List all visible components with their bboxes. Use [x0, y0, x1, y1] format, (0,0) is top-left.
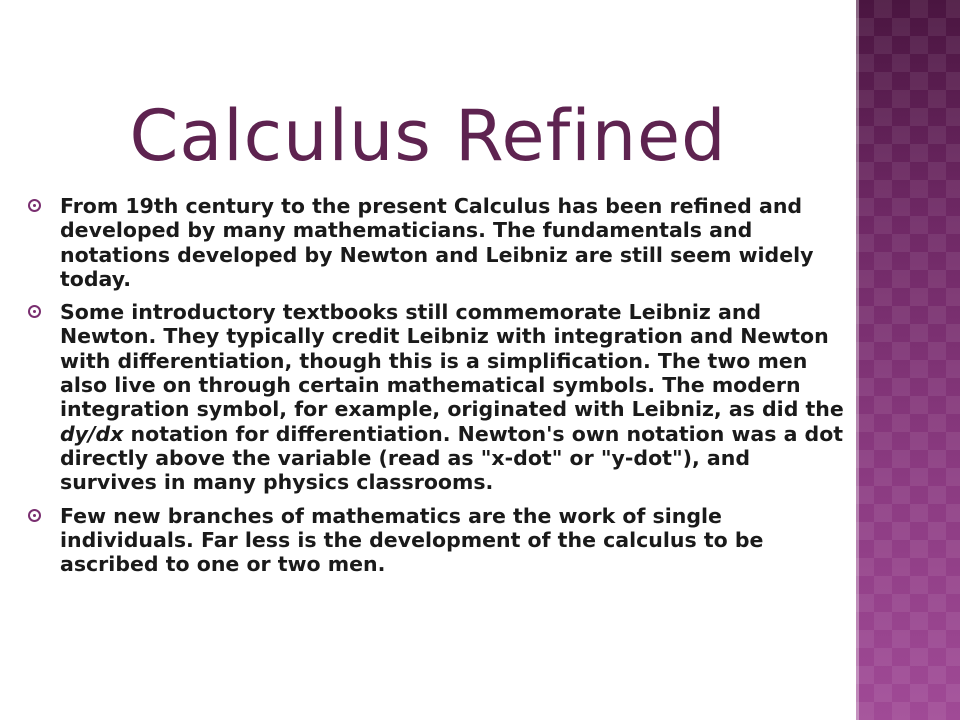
bullet-text-before: Some introductory textbooks still commemorate Leibniz and Newton. They typically credit Leibniz with integration and Newton with differentiation, though this is a simplification. The two men also live on through certain mathematical symbols. The modern integration symbol, for example, originated with Leibniz, as did the	[60, 300, 844, 422]
bullet-text: From 19th century to the present Calculus has been refined and developed by many mathematicians. The fundamentals and notations developed by Newton and Leibniz are still seem widely today.	[60, 194, 814, 291]
bullet-item	[28, 194, 846, 291]
bullet-text-after: notation for differentiation. Newton's own notation was a dot directly above the variable (read as "x-dot" or "y-dot"), and survives in many physics classrooms.	[60, 421, 844, 495]
slide-title: Calculus Refined	[129, 95, 727, 177]
bullet-text: Few new branches of mathematics are the work of single individuals. Far less is the development of the calculus to be ascribed to one or two men.	[60, 503, 764, 577]
bullet-emphasis: dy/dx	[60, 421, 124, 446]
bullet-item	[28, 504, 846, 577]
circle-bullet-icon	[28, 199, 41, 212]
circle-bullet-icon	[28, 509, 41, 522]
bullet-list	[28, 194, 846, 585]
circle-bullet-icon	[28, 305, 41, 318]
decorative-side-band	[856, 0, 960, 720]
bullet-item	[28, 300, 846, 494]
